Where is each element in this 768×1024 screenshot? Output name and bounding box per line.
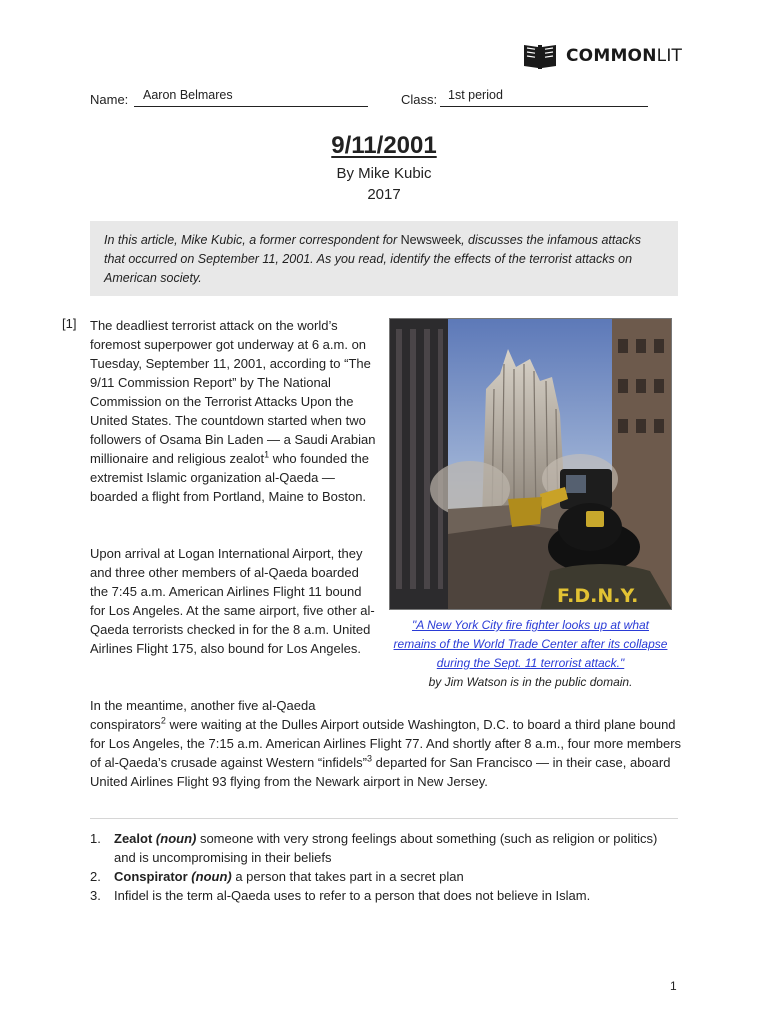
ground-zero-photo [389,318,672,610]
article-title: 9/11/2001 [331,132,437,159]
class-underline [440,106,648,107]
class-label: Class: [401,92,438,107]
paragraph-2: Upon arrival at Logan International Airport, they and three other members of al-Qaeda boarded the 7:45 a.m. American Airlines Flight 11 bound for Los Angeles. At the same airport, five other al-Qaeda terrorists checked in for the 8 a.m. United Airlines Flight 175, also bound for Los Angeles. [90,546,375,656]
name-value[interactable]: Aaron Belmares [143,88,233,102]
footnote-ref-2[interactable]: 2 [160,715,166,726]
paragraph-3: conspirators$^2$ were waiting at the Dulles Airport outside Washington, D.C. to board a third plane bound for Los Angeles, the 7:15 a.m. American Airlines Flight 77. And shortly after 8 a.m., four more members of al-Qaeda’s crusade against Western “infidels”$^3$ departed for San Francisco — in their case, aboard United Airlines Flight 93 flying from the Newark airport in New Jersey. [90,715,682,789]
article-byline: By Mike Kubic [336,165,432,182]
intro-box: In this article, Mike Kubic, a former correspondent for Newsweek, discusses the infamous attacks that occurred on September 11, 2001. As you read, identify the effects of the terrorist attacks on American society. [90,221,678,296]
footnotes-list [90,829,660,905]
publication-name: Newsweek [400,233,462,247]
footnote-ref-3[interactable]: 3 [367,753,373,764]
commonlit-logo [522,42,682,70]
footnote-item: 1. Zealot (noun) someone with very strong feelings about something (such as religion or politics) and is uncompromising in their beliefs [90,831,658,865]
caption-credit: by Jim Watson is in the public domain. [428,675,633,689]
open-book-icon [522,42,558,70]
class-value[interactable]: 1st period [448,88,503,102]
footnote-divider [90,818,678,819]
logo-wordmark: COMMONLIT [566,46,683,66]
fdny-lettering: F.D.N.Y. [557,585,639,607]
name-underline [134,106,368,107]
photo-caption [389,616,672,692]
article-year: 2017 [367,186,401,203]
paragraph-3-line1: In the meantime, another five al-Qaeda [90,698,316,713]
name-label: Name: [90,92,129,107]
footnote-ref-1[interactable]: 1 [264,449,270,460]
footnote-item: 2. Conspirator (noun) a person that takes part in a secret plan [90,869,464,884]
page-number: 1 [670,979,677,993]
paragraph-number: [1] [62,316,77,331]
caption-link[interactable]: "A New York City fire fighter looks up at what remains of the World Trade Center after its collapse during the Sept. 11 terrorist attack." [393,618,668,670]
paragraph-1: The deadliest terrorist attack on the world’s foremost superpower got underway at 6 a.m. on Tuesday, September 11, 2001, according to “The 9/11 Commission Report” by The National Commission on the Terrorist Attacks Upon the United States. The countdown started when two followers of Osama Bin Laden — a Saudi Arabian millionaire and religious zealot$^1$ who founded the extremist Islamic organization al-Qaeda — boarded a flight from Portland, Maine to Boston. [90,318,376,504]
footnote-item: 3. Infidel is the term al-Qaeda uses to refer to a person that does not believe in Islam. [90,888,591,903]
